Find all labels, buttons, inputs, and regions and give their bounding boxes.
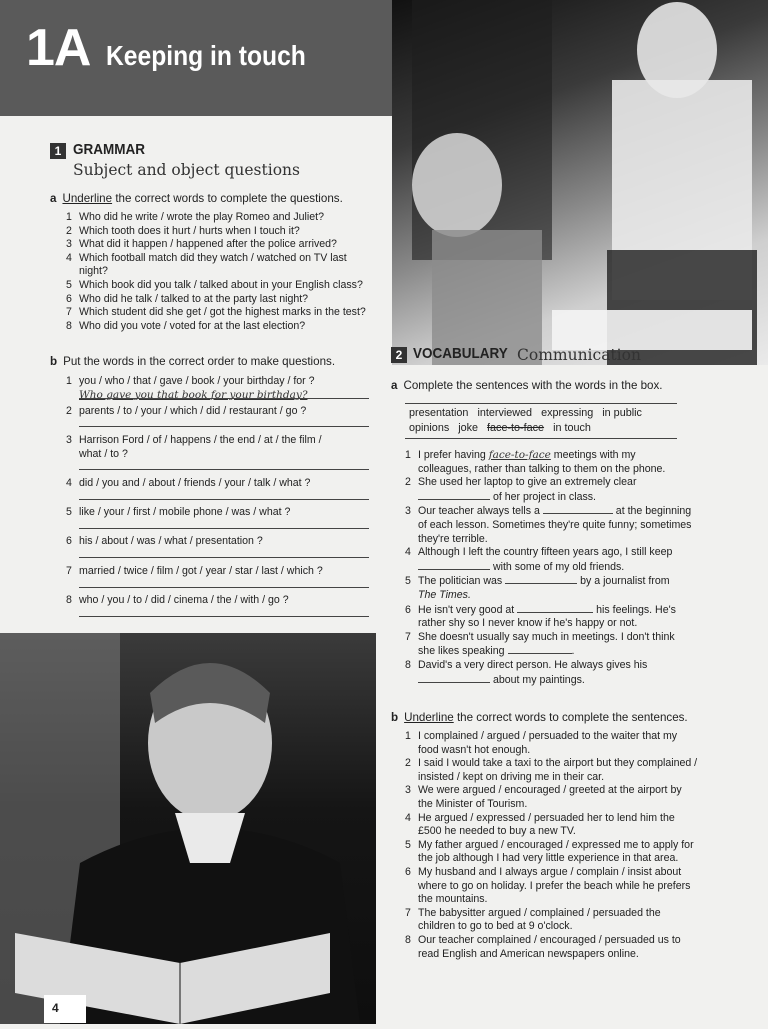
list-item: 1 Who did he write / wrote the play Romeo and Juliet? (66, 211, 324, 223)
grammar-section-number: 1 (50, 143, 66, 159)
list-item: 1 you / who / that / gave / book / your birthday / for ? Who gave you that book for your birthday? (66, 375, 370, 402)
vocabulary-b-instruction (391, 711, 688, 724)
answer-line[interactable] (79, 528, 369, 529)
unit-number: 1A (26, 19, 91, 77)
list-item: 7 The babysitter argued / complained / persuaded the children to go to bed at 9 o'clock. (405, 906, 661, 933)
answer-line[interactable] (543, 504, 613, 514)
list-item: 2 I said I would take a taxi to the airport but they complained / insisted / kept on driving me in their car. (405, 757, 698, 783)
list-item: 4 Although I left the country fifteen years ago, I still keep with some of my old friends. (405, 546, 673, 573)
word-box (405, 403, 677, 439)
grammar-b-instruction (50, 355, 335, 368)
exercise-letter: a (391, 379, 398, 392)
list-item: 6 My husband and I always argue / complain / insist about where to go on holiday. I prefer the beach while he prefers the mountains. (405, 865, 691, 906)
list-item: 3 We were argued / encouraged / greeted at the airport by the Minister of Tourism. (405, 784, 682, 810)
answer-line[interactable] (508, 644, 572, 654)
answer-line[interactable] (79, 616, 369, 617)
answer-line[interactable]: Who gave you that book for your birthday? (79, 388, 308, 401)
photo-young-man-reading (0, 633, 376, 1024)
page-number: 4 (52, 1001, 59, 1015)
list-item: 5 like / your / first / mobile phone / was / what ? (66, 506, 291, 518)
unit-title: Keeping in touch (106, 40, 306, 71)
grammar-a-list (66, 211, 386, 333)
list-item: 3 What did it happen / happened after the police arrived? (66, 238, 337, 251)
photo-cafe-waitress (392, 0, 768, 365)
list-item: 8 who / you / to / did / cinema / the / with / go ? (66, 594, 289, 606)
vocabulary-b-list (405, 730, 725, 961)
page-number-box (44, 995, 86, 1023)
reading-scene-illustration (0, 633, 376, 1024)
list-item: 2 She used her laptop to give an extremely clear of her project in class. (405, 476, 637, 503)
instruction-text: the correct words to complete the sentences. (456, 711, 688, 724)
word-box-item: expressing (541, 407, 594, 419)
list-item: 4 did / you and / about / friends / your / talk / what ? (66, 477, 311, 489)
word-box-item: in touch (553, 422, 591, 434)
list-item: 6 his / about / was / what / presentation ? (66, 535, 263, 547)
word-box-item-used: face-to-face (487, 422, 545, 434)
list-item: 8 Our teacher complained / encouraged / persuaded us to read English and American newspapers online. (405, 933, 681, 960)
underline-word: Underline (62, 192, 113, 205)
word-box-item: presentation (409, 407, 469, 419)
list-item: 8 Who did you vote / voted for at the last election? (66, 319, 306, 332)
vocabulary-section-title: VOCABULARY (413, 345, 508, 362)
answer-line[interactable] (79, 499, 369, 500)
list-item: 5 My father argued / encouraged / expressed me to apply for the job although I had very little experience in that area. (405, 838, 694, 865)
word-box-item: opinions (409, 422, 450, 434)
list-item: 5 Which book did you talk / talked about in your English class? (66, 278, 363, 291)
answer-line[interactable] (79, 557, 369, 558)
word-box-item: interviewed (477, 407, 533, 419)
list-item: 3 Harrison Ford / of / happens / the end / at / the film / what / to ? (66, 434, 322, 460)
list-item: night? (79, 265, 108, 278)
instruction-text: Put the words in the correct order to make questions. (63, 355, 336, 368)
answer-line[interactable] (517, 603, 593, 613)
vocabulary-a-list (405, 449, 715, 687)
instruction-text: Complete the sentences with the words in the box. (403, 379, 663, 392)
list-item: 2 Which tooth does it hurt / hurts when I touch it? (66, 224, 300, 237)
exercise-letter: b (50, 355, 58, 368)
list-item: 3 Our teacher always tells a at the beginning of each lesson. Sometimes they're quite funny; sometimes they're terrible. (405, 505, 692, 545)
word-box-item: joke (458, 422, 479, 434)
grammar-section-subtitle: Subject and object questions (73, 161, 300, 179)
vocabulary-section-subtitle: Communication (517, 346, 641, 364)
answer-line[interactable] (79, 469, 369, 470)
vocabulary-section-number: 2 (391, 347, 407, 363)
answer-underline (79, 398, 369, 399)
instruction-text: the correct words to complete the questions. (115, 192, 343, 205)
list-item: 1 I prefer having face-to-face meetings with my colleagues, rather than talking to them on the phone. (405, 449, 666, 475)
answer-line[interactable] (79, 587, 369, 588)
underline-word: Underline (404, 711, 454, 724)
list-item: 4 Which football match did they watch / watched on TV last (66, 251, 347, 264)
answer-line[interactable] (418, 490, 490, 500)
list-item: 2 parents / to / your / which / did / restaurant / go ? (66, 405, 307, 417)
list-item: 5 The politician was by a journalist from The Times. (405, 575, 670, 601)
list-item: 6 Who did he talk / talked to at the party last night? (66, 292, 309, 305)
list-item: 8 David's a very direct person. He always gives his about my paintings. (405, 658, 648, 686)
answer-line[interactable]: face-to-face (488, 449, 551, 461)
list-item: 4 He argued / expressed / persuaded her to lend him the £500 he needed to buy a new TV. (405, 811, 675, 838)
cafe-scene-illustration (392, 0, 768, 365)
answer-line[interactable] (418, 560, 490, 570)
answer-line[interactable] (79, 426, 369, 427)
grammar-section-title: GRAMMAR (73, 141, 145, 158)
grammar-a-instruction (50, 192, 343, 205)
word-box-item: in public (602, 407, 642, 419)
answer-line[interactable] (418, 673, 490, 683)
list-item: 7 Which student did she get / got the highest marks in the test? (66, 306, 366, 319)
exercise-letter: a (50, 192, 57, 205)
list-item: 7 She doesn't usually say much in meetings. I don't think she likes speaking . (405, 630, 675, 658)
list-item: 6 He isn't very good at his feelings. He's rather shy so I never know if he's happy or not. (405, 603, 676, 630)
list-item: 7 married / twice / film / got / year / star / last / which ? (66, 565, 323, 577)
answer-line[interactable] (505, 574, 577, 584)
vocabulary-a-instruction (391, 379, 663, 392)
exercise-letter: b (391, 711, 399, 724)
list-item: 1 I complained / argued / persuaded to the waiter that my food wasn't hot enough. (405, 730, 678, 756)
